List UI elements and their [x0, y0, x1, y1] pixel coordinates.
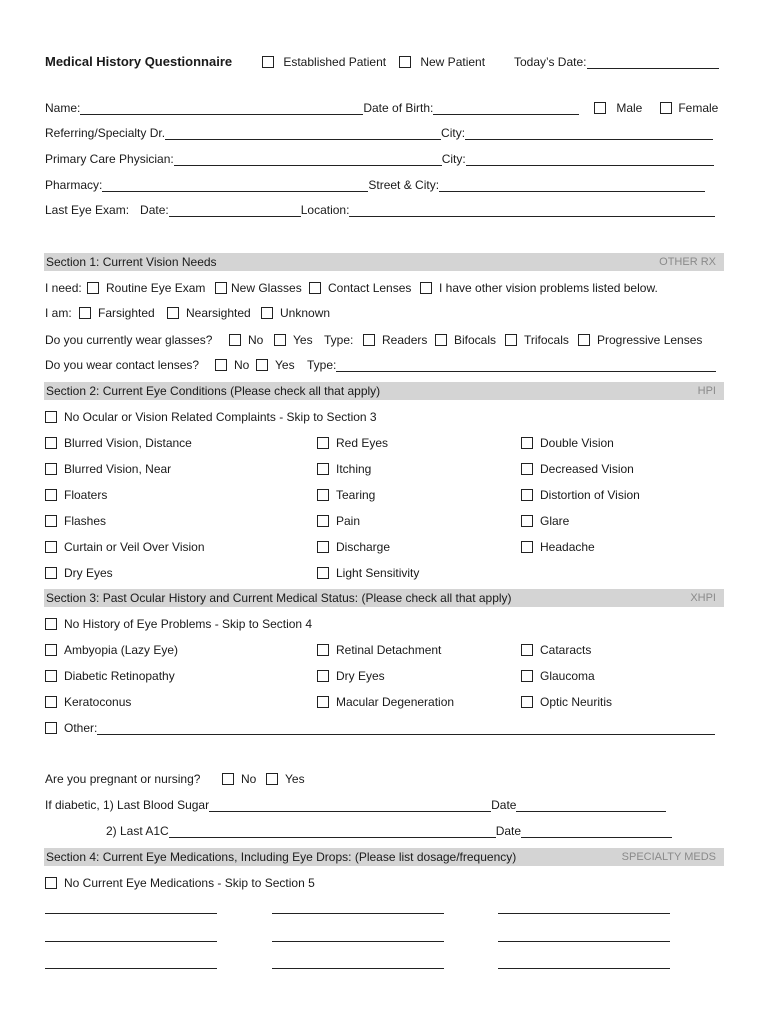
last-eye-exam-row — [45, 203, 715, 217]
condition-checkbox[interactable] — [317, 437, 329, 449]
condition-label: Itching — [336, 462, 372, 476]
history-label: Ambyopia (Lazy Eye) — [64, 643, 179, 657]
need-contact-lenses-option[interactable] — [309, 281, 411, 295]
pregnant-no-option[interactable] — [222, 772, 256, 786]
history-label: Glaucoma — [540, 669, 595, 683]
farsighted-checkbox[interactable] — [79, 307, 91, 319]
blood-sugar-input[interactable] — [209, 799, 491, 812]
name-label: Name: — [45, 101, 81, 115]
condition-option[interactable] — [317, 566, 419, 580]
referring-city-input[interactable] — [465, 127, 713, 140]
history-option[interactable] — [521, 669, 595, 683]
a1c-date-input[interactable] — [521, 825, 672, 838]
need-contact-lenses-checkbox[interactable] — [309, 282, 321, 294]
glasses-type-label: Type: — [324, 333, 354, 347]
a1c-label: 2) Last A1C — [106, 824, 169, 838]
last-exam-date-input[interactable] — [169, 204, 301, 217]
condition-checkbox[interactable] — [317, 489, 329, 501]
todays-date-label: Today’s Date: — [514, 55, 587, 69]
unknown-option[interactable] — [261, 306, 330, 320]
last-eye-exam-label: Last Eye Exam: — [45, 203, 130, 217]
condition-option[interactable] — [317, 436, 388, 450]
other-history-input[interactable] — [97, 722, 715, 735]
contacts-question: Do you wear contact lenses? — [45, 358, 200, 372]
street-city-input[interactable] — [439, 179, 705, 192]
farsighted-option[interactable] — [79, 306, 155, 320]
pcp-city-label: City: — [441, 152, 466, 166]
no-eye-history-label: No History of Eye Problems - Skip to Section 4 — [64, 617, 313, 631]
history-checkbox[interactable] — [521, 644, 533, 656]
todays-date-field — [514, 55, 719, 69]
need-new-glasses-label: New Glasses — [231, 281, 302, 295]
condition-checkbox[interactable] — [521, 515, 533, 527]
condition-label: Curtain or Veil Over Vision — [64, 540, 205, 554]
history-option[interactable] — [521, 695, 612, 709]
contacts-yes-label: Yes — [275, 358, 295, 372]
history-checkbox[interactable] — [521, 696, 533, 708]
condition-label: Tearing — [336, 488, 376, 502]
need-routine-exam-label: Routine Eye Exam — [106, 281, 206, 295]
condition-checkbox[interactable] — [45, 463, 57, 475]
history-checkbox[interactable] — [45, 644, 57, 656]
condition-option[interactable] — [45, 566, 113, 580]
section-3-title: Section 3: Past Ocular History and Current Medical Status: (Please check all that apply) — [46, 591, 512, 605]
last-exam-date-label: Date: — [140, 203, 169, 217]
history-label: Cataracts — [540, 643, 592, 657]
a1c-input[interactable] — [169, 825, 496, 838]
other-history-label: Other: — [64, 721, 98, 735]
street-city-label: Street & City: — [368, 178, 440, 192]
pcp-input[interactable] — [174, 153, 442, 166]
glasses-no-label: No — [248, 333, 264, 347]
condition-label: Discharge — [336, 540, 391, 554]
blood-sugar-date-label: Date — [491, 798, 517, 812]
section-1-title: Section 1: Current Vision Needs — [46, 255, 217, 269]
pharmacy-label: Pharmacy: — [45, 178, 103, 192]
new-patient-option[interactable] — [399, 55, 485, 69]
blood-sugar-row — [45, 798, 666, 812]
section-4-title: Section 4: Current Eye Medications, Including Eye Drops: (Please list dosage/frequency) — [46, 850, 517, 864]
condition-checkbox[interactable] — [521, 541, 533, 553]
need-other-problems-label: I have other vision problems listed below. — [439, 281, 658, 295]
last-exam-location-input[interactable] — [349, 204, 715, 217]
pregnant-no-label: No — [241, 772, 257, 786]
history-option[interactable] — [45, 669, 175, 683]
referring-label: Referring/Specialty Dr. — [45, 126, 166, 140]
history-checkbox[interactable] — [317, 644, 329, 656]
female-label: Female — [678, 101, 719, 115]
history-label: Keratoconus — [64, 695, 132, 709]
new-patient-checkbox[interactable] — [399, 56, 411, 68]
glasses-yes-checkbox[interactable] — [274, 334, 286, 346]
male-checkbox[interactable] — [594, 102, 606, 114]
condition-label: Double Vision — [540, 436, 614, 450]
need-other-problems-checkbox[interactable] — [420, 282, 432, 294]
section-2-tag: HPI — [697, 385, 716, 397]
condition-option[interactable] — [521, 540, 595, 554]
medication-input[interactable] — [45, 913, 217, 914]
a1c-row — [106, 824, 672, 838]
contacts-type-label: Type: — [307, 358, 337, 372]
nearsighted-option[interactable] — [167, 306, 251, 320]
condition-checkbox[interactable] — [45, 489, 57, 501]
condition-option[interactable] — [45, 514, 106, 528]
dob-input[interactable] — [433, 102, 579, 115]
pcp-city-input[interactable] — [466, 153, 714, 166]
history-option[interactable] — [317, 695, 454, 709]
female-option[interactable] — [660, 101, 718, 115]
section-4-tag: SPECIALTY MEDS — [621, 851, 716, 863]
pregnant-yes-option[interactable] — [266, 772, 305, 786]
history-label: Optic Neuritis — [540, 695, 613, 709]
established-patient-label: Established Patient — [283, 55, 387, 69]
readers-label: Readers — [382, 333, 428, 347]
pharmacy-input[interactable] — [102, 179, 368, 192]
dob-label: Date of Birth: — [363, 101, 434, 115]
medication-input[interactable] — [45, 968, 217, 969]
female-checkbox[interactable] — [660, 102, 672, 114]
condition-checkbox[interactable] — [521, 489, 533, 501]
need-other-problems-option[interactable] — [420, 281, 658, 295]
condition-option[interactable] — [45, 540, 205, 554]
glasses-yes-option[interactable] — [274, 333, 313, 347]
name-row — [45, 101, 579, 115]
contacts-type-field — [307, 358, 716, 372]
condition-option[interactable] — [317, 514, 360, 528]
trifocals-checkbox[interactable] — [505, 334, 517, 346]
blood-sugar-date-input[interactable] — [516, 799, 666, 812]
i-am-label: I am: — [45, 306, 72, 320]
last-exam-location-label: Location: — [300, 203, 350, 217]
condition-option[interactable] — [521, 514, 569, 528]
pharmacy-row — [45, 178, 705, 192]
condition-label: Pain — [336, 514, 361, 528]
no-eye-medications-option[interactable] — [45, 876, 315, 890]
history-option[interactable] — [45, 695, 131, 709]
no-eye-medications-checkbox[interactable] — [45, 877, 57, 889]
condition-option[interactable] — [45, 436, 192, 450]
blood-sugar-label: If diabetic, 1) Last Blood Sugar — [45, 798, 210, 812]
no-eye-history-checkbox[interactable] — [45, 618, 57, 630]
need-routine-exam-option[interactable] — [87, 281, 205, 295]
history-checkbox[interactable] — [317, 670, 329, 682]
other-history-option[interactable] — [45, 721, 715, 735]
condition-label: Glare — [540, 514, 570, 528]
contacts-no-label: No — [234, 358, 250, 372]
bifocals-option[interactable] — [435, 333, 496, 347]
condition-label: Red Eyes — [336, 436, 389, 450]
condition-checkbox[interactable] — [317, 463, 329, 475]
medication-input[interactable] — [272, 941, 444, 942]
condition-checkbox[interactable] — [317, 567, 329, 579]
condition-checkbox[interactable] — [45, 515, 57, 527]
condition-option[interactable] — [521, 462, 634, 476]
section-2-header — [44, 382, 724, 400]
no-ocular-complaints-label: No Ocular or Vision Related Complaints - Skip to Section 3 — [64, 410, 377, 424]
bifocals-label: Bifocals — [454, 333, 497, 347]
condition-label: Floaters — [64, 488, 108, 502]
glasses-no-checkbox[interactable] — [229, 334, 241, 346]
unknown-checkbox[interactable] — [261, 307, 273, 319]
readers-checkbox[interactable] — [363, 334, 375, 346]
history-checkbox[interactable] — [317, 696, 329, 708]
history-option[interactable] — [317, 669, 385, 683]
medication-input[interactable] — [498, 941, 670, 942]
todays-date-input[interactable] — [587, 56, 719, 69]
condition-checkbox[interactable] — [45, 541, 57, 553]
history-label: Diabetic Retinopathy — [64, 669, 175, 683]
history-option[interactable] — [45, 643, 178, 657]
condition-option[interactable] — [521, 436, 614, 450]
bifocals-checkbox[interactable] — [435, 334, 447, 346]
section-1-header — [44, 253, 724, 271]
contacts-type-input[interactable] — [336, 359, 716, 372]
medication-input[interactable] — [498, 913, 670, 914]
section-2-title: Section 2: Current Eye Conditions (Please check all that apply) — [46, 384, 381, 398]
referring-city-label: City: — [441, 126, 466, 140]
condition-label: Light Sensitivity — [336, 566, 420, 580]
new-patient-label: New Patient — [420, 55, 486, 69]
condition-checkbox[interactable] — [45, 567, 57, 579]
pcp-row — [45, 152, 714, 166]
pcp-label: Primary Care Physician: — [45, 152, 174, 166]
glasses-no-option[interactable] — [229, 333, 263, 347]
name-input[interactable] — [80, 102, 363, 115]
medication-input[interactable] — [45, 941, 217, 942]
condition-label: Blurred Vision, Near — [64, 462, 172, 476]
no-eye-medications-label: No Current Eye Medications - Skip to Section 5 — [64, 876, 315, 890]
section-4-header — [44, 848, 724, 866]
glasses-question: Do you currently wear glasses? — [45, 333, 213, 347]
nearsighted-label: Nearsighted — [186, 306, 251, 320]
glasses-yes-label: Yes — [293, 333, 313, 347]
condition-label: Flashes — [64, 514, 107, 528]
history-label: Retinal Detachment — [336, 643, 442, 657]
progressive-lenses-checkbox[interactable] — [578, 334, 590, 346]
no-eye-history-option[interactable] — [45, 617, 312, 631]
medication-input[interactable] — [272, 913, 444, 914]
condition-checkbox[interactable] — [521, 463, 533, 475]
history-label: Macular Degeneration — [336, 695, 455, 709]
trifocals-label: Trifocals — [524, 333, 569, 347]
need-contact-lenses-label: Contact Lenses — [328, 281, 412, 295]
established-patient-option[interactable] — [262, 55, 386, 69]
need-new-glasses-checkbox[interactable] — [215, 282, 227, 294]
contacts-no-option[interactable] — [215, 358, 249, 372]
condition-option[interactable] — [317, 488, 375, 502]
no-ocular-complaints-checkbox[interactable] — [45, 411, 57, 423]
section-1-tag: OTHER RX — [659, 256, 716, 268]
trifocals-option[interactable] — [505, 333, 569, 347]
condition-label: Distortion of Vision — [540, 488, 640, 502]
section-3-tag: XHPI — [690, 592, 716, 604]
condition-option[interactable] — [317, 540, 390, 554]
farsighted-label: Farsighted — [98, 306, 155, 320]
history-checkbox[interactable] — [45, 696, 57, 708]
contacts-no-checkbox[interactable] — [215, 359, 227, 371]
condition-label: Blurred Vision, Distance — [64, 436, 192, 450]
history-option[interactable] — [521, 643, 591, 657]
form-title: Medical History Questionnaire — [45, 54, 233, 69]
condition-label: Dry Eyes — [64, 566, 113, 580]
medication-input[interactable] — [272, 968, 444, 969]
need-new-glasses-option[interactable] — [215, 281, 302, 295]
medication-input[interactable] — [498, 968, 670, 969]
history-option[interactable] — [317, 643, 441, 657]
pregnant-no-checkbox[interactable] — [222, 773, 234, 785]
condition-option[interactable] — [45, 488, 107, 502]
condition-label: Headache — [540, 540, 595, 554]
contacts-yes-option[interactable] — [256, 358, 295, 372]
pregnant-question: Are you pregnant or nursing? — [45, 772, 201, 786]
history-checkbox[interactable] — [45, 670, 57, 682]
no-ocular-complaints-option[interactable] — [45, 410, 377, 424]
other-history-checkbox[interactable] — [45, 722, 57, 734]
established-patient-checkbox[interactable] — [262, 56, 274, 68]
history-label: Dry Eyes — [336, 669, 385, 683]
pregnant-yes-checkbox[interactable] — [266, 773, 278, 785]
contacts-yes-checkbox[interactable] — [256, 359, 268, 371]
unknown-label: Unknown — [280, 306, 331, 320]
condition-label: Decreased Vision — [540, 462, 634, 476]
referring-row — [45, 126, 713, 140]
condition-option[interactable] — [45, 462, 171, 476]
progressive-lenses-option[interactable] — [578, 333, 702, 347]
progressive-lenses-label: Progressive Lenses — [597, 333, 703, 347]
section-3-header — [44, 589, 724, 607]
condition-checkbox[interactable] — [317, 541, 329, 553]
need-routine-exam-checkbox[interactable] — [87, 282, 99, 294]
pregnant-yes-label: Yes — [285, 772, 305, 786]
condition-checkbox[interactable] — [45, 437, 57, 449]
readers-option[interactable] — [363, 333, 427, 347]
referring-input[interactable] — [165, 127, 441, 140]
nearsighted-checkbox[interactable] — [167, 307, 179, 319]
i-need-label: I need: — [45, 281, 82, 295]
history-checkbox[interactable] — [521, 670, 533, 682]
condition-option[interactable] — [317, 462, 371, 476]
a1c-date-label: Date — [495, 824, 522, 838]
condition-option[interactable] — [521, 488, 640, 502]
male-option[interactable] — [594, 101, 642, 115]
male-label: Male — [616, 101, 643, 115]
condition-checkbox[interactable] — [317, 515, 329, 527]
condition-checkbox[interactable] — [521, 437, 533, 449]
